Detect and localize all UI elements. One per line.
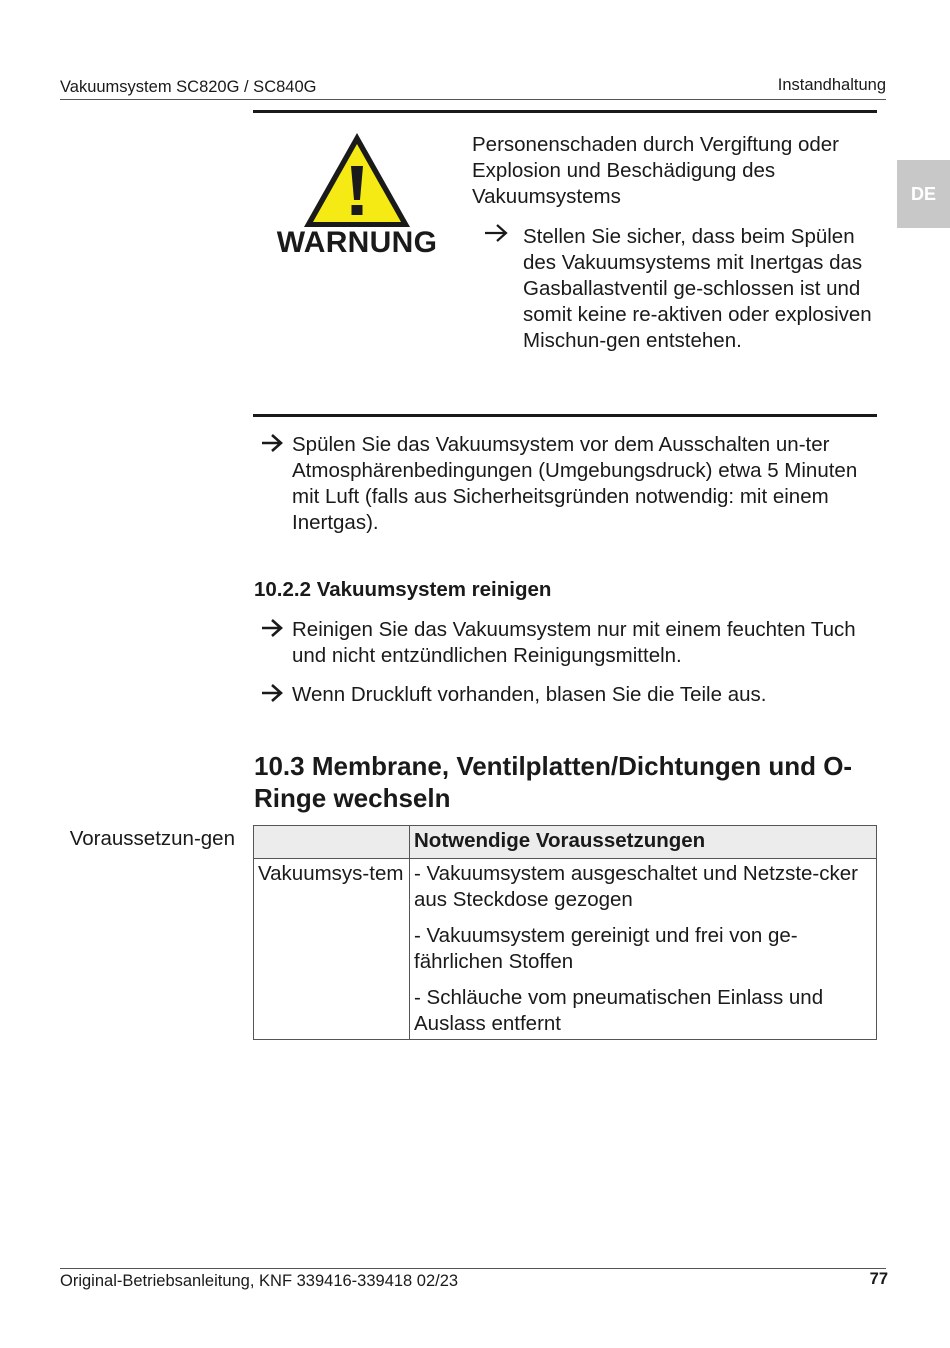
table-row-label: Vakuumsys-tem (254, 859, 410, 1040)
list-item: - Vakuumsystem ausgeschaltet und Netzste-cker aus Steckdose gezogen (414, 862, 858, 911)
table-row (254, 859, 877, 1040)
table-header-cell: Notwendige Voraussetzungen (410, 826, 877, 859)
arrow-right-icon (259, 617, 285, 639)
section-heading-clean: 10.2.2 Vakuumsystem reinigen (254, 578, 552, 601)
table-header-cell (254, 826, 410, 859)
list-item: - Vakuumsystem gereinigt und frei von ge-fährlichen Stoffen (414, 924, 798, 973)
language-tab: DE (897, 160, 950, 228)
list-item: - Schläuche vom pneumatischen Einlass und Auslass entfernt (414, 986, 824, 1035)
prerequisites-table (253, 825, 877, 1040)
header-divider (60, 99, 886, 100)
warning-triangle-icon (301, 130, 413, 230)
step-clean-1: Reinigen Sie das Vakuumsystem nur mit einem feuchten Tuch und nicht entzündlichen Reinigungsmitteln. (292, 618, 856, 667)
footer-doc-ref: Original-Betriebsanleitung, KNF 339416-339418 02/23 (60, 1272, 459, 1290)
warning-top-rule (253, 110, 877, 113)
step-flush: Spülen Sie das Vakuumsystem vor dem Ausschalten un-ter Atmosphärenbedingungen (Umgebungsdruck) etwa 5 Minuten mit Luft (falls aus Sicherheitsgründen notwendig: mit einem Inertgas). (292, 433, 858, 534)
section-heading-replace: 10.3 Membrane, Ventilplatten/Dichtungen und O-Ringe wechseln (254, 751, 853, 813)
warning-action: Stellen Sie sicher, dass beim Spülen des Vakuumsystems mit Inertgas das Gasballastventil ge-schlossen ist und somit keine re-aktiven oder explosiven Mischun-gen entstehen. (523, 225, 872, 352)
arrow-right-icon (481, 222, 511, 244)
margin-label-prerequisites: Voraussetzun-gen (69, 827, 235, 850)
footer-divider (60, 1268, 886, 1269)
header-doc-title: Vakuumsystem SC820G / SC840G (60, 78, 317, 96)
step-clean-2: Wenn Druckluft vorhanden, blasen Sie die Teile aus. (292, 683, 767, 706)
page-number: 77 (869, 1270, 888, 1288)
warning-bottom-rule (253, 414, 877, 417)
arrow-right-icon (259, 432, 285, 454)
arrow-right-icon (259, 682, 285, 704)
warning-signal-word: WARNUNG (276, 226, 438, 259)
table-cell (410, 859, 877, 1040)
table-header-row (254, 826, 877, 859)
header-chapter: Instandhaltung (777, 76, 886, 94)
warning-title: Personenschaden durch Vergiftung oder Explosion und Beschädigung des Vakuumsystems (472, 133, 839, 208)
